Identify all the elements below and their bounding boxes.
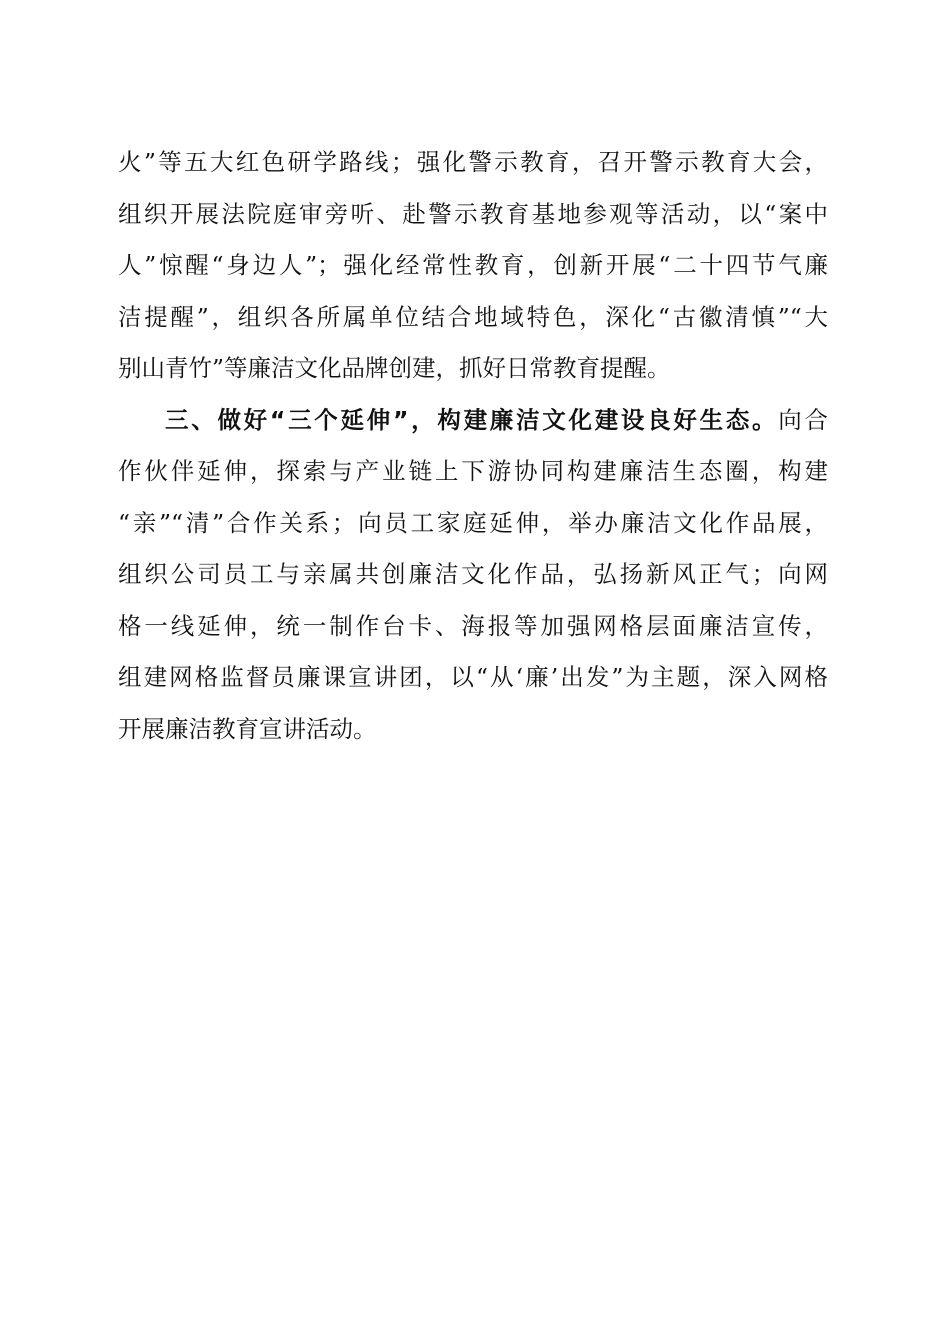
paragraph-1-line-2: 组织开展法院庭审旁听、赴警示教育基地参观等活动，以“案中	[118, 199, 828, 228]
paragraph-2-line-7: 开展廉洁教育宣讲活动。	[118, 714, 377, 743]
paragraph-2-line-5: 格一线延伸，统一制作台卡、海报等加强网格层面廉洁宣传，	[118, 611, 828, 640]
paragraph-2-line-1-rest: 向合	[778, 405, 829, 434]
document-body	[118, 137, 828, 755]
paragraph-1-line-4: 洁提醒”，组织各所属单位结合地域特色，深化“古徽清慎”“大	[118, 302, 828, 331]
paragraph-2	[118, 395, 828, 756]
paragraph-2-line-3: “亲”“清”合作关系；向员工家庭延伸，举办廉洁文化作品展，	[118, 508, 828, 537]
paragraph-1-line-1: 火”等五大红色研学路线；强化警示教育，召开警示教育大会，	[118, 148, 828, 176]
section-heading: 三、做好“三个延伸”，构建廉洁文化建设良好生态。	[165, 405, 779, 434]
paragraph-2-line-2: 作伙伴延伸，探索与产业链上下游协同构建廉洁生态圈，构建	[118, 457, 828, 485]
paragraph-1	[118, 137, 828, 395]
paragraph-1-line-3: 人”惊醒“身边人”；强化经常性教育，创新开展“二十四节气廉	[118, 251, 828, 279]
paragraph-2-line-1	[118, 395, 828, 447]
paragraph-1-line-5: 别山青竹”等廉洁文化品牌创建，抓好日常教育提醒。	[118, 354, 671, 382]
paragraph-2-line-6: 组建网格监督员廉课宣讲团，以“从‘廉’出发”为主题，深入网格	[118, 663, 828, 691]
paragraph-2-line-4: 组织公司员工与亲属共创廉洁文化作品，弘扬新风正气；向网	[118, 560, 828, 588]
